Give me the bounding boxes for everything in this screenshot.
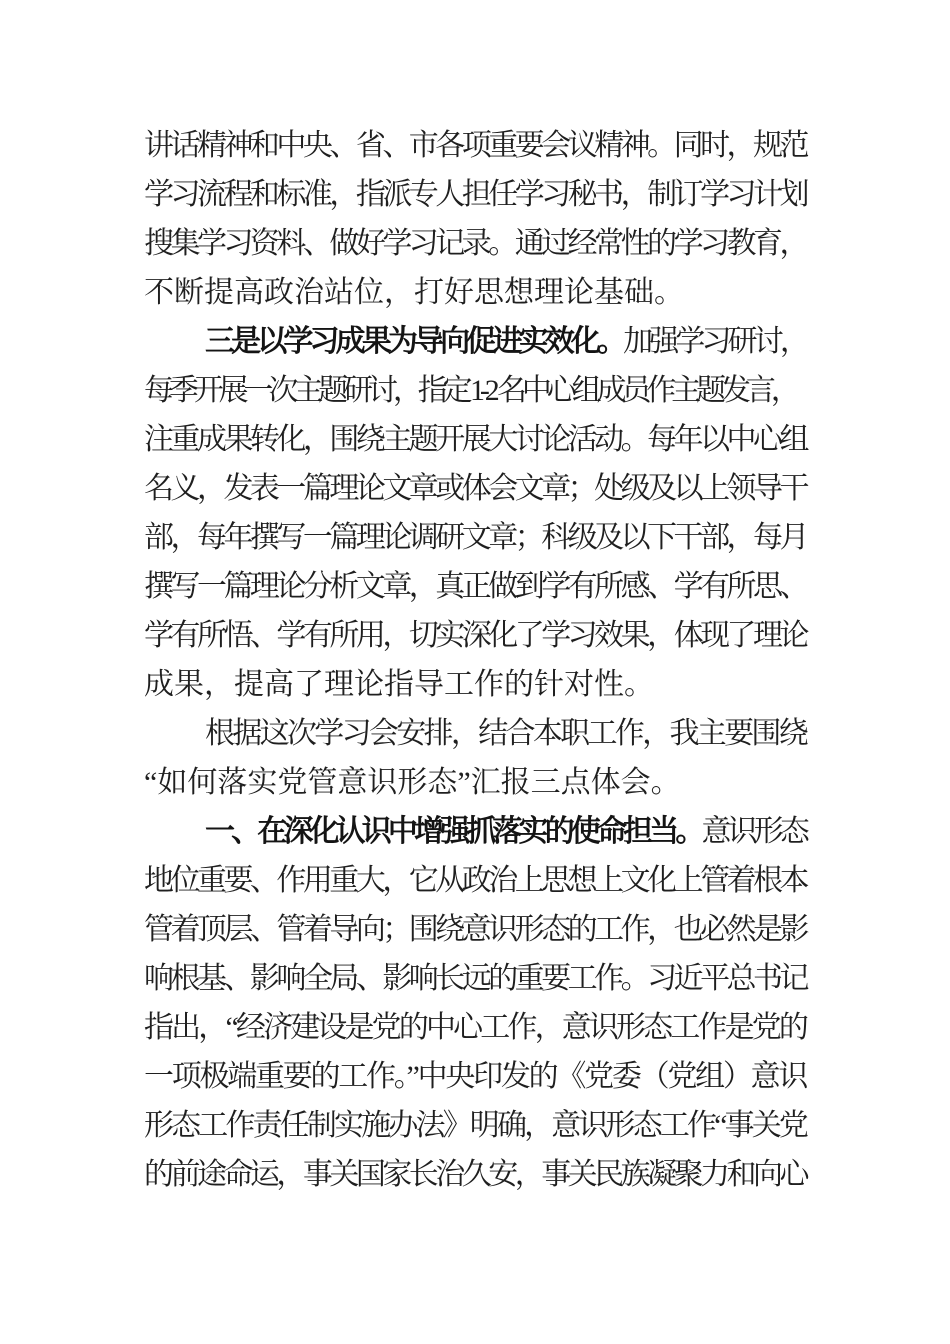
body-text: 部，每年撰写一篇理论调研文章；科级及以下干部，每月 — [144, 521, 806, 554]
text-line — [144, 1052, 806, 1101]
text-line-content — [144, 856, 806, 905]
text-line-content — [144, 170, 806, 219]
text-line-content — [144, 366, 796, 415]
text-line — [144, 1150, 806, 1199]
text-line-content — [205, 709, 806, 758]
body-text: 的前途命运，事关国家长治久安，事关民族凝聚力和向心 — [144, 1158, 806, 1191]
text-line — [144, 513, 806, 562]
body-text: 根据这次学习会安排，结合本职工作，我主要围绕 — [205, 717, 807, 750]
body-text: 地位重要、作用重大，它从政治上思想上文化上管着根本 — [144, 864, 806, 897]
text-line — [144, 268, 806, 317]
text-line — [144, 366, 806, 415]
text-line — [144, 954, 806, 1003]
text-line — [144, 807, 806, 856]
body-text: 响根基、影响全局、影响长远的重要工作。习近平总书记 — [144, 962, 806, 995]
text-line-content — [144, 611, 806, 660]
text-line — [144, 660, 806, 709]
text-line — [144, 464, 806, 513]
body-text: 注重成果转化，围绕主题开展大讨论活动。每年以中心组 — [144, 423, 806, 456]
text-line — [144, 1101, 806, 1150]
text-line-content — [144, 1101, 806, 1150]
text-line — [144, 611, 806, 660]
text-line — [144, 758, 806, 807]
text-line-content — [144, 758, 681, 807]
text-line-content — [205, 317, 806, 366]
section-heading-text: 一、在深化认识中增强抓落实的使命担当。 — [205, 815, 702, 848]
text-line — [144, 121, 806, 170]
body-text: 成果，提高了理论指导工作的针对性。 — [144, 668, 654, 701]
body-text: 名义，发表一篇理论文章或体会文章；处级及以上领导干 — [144, 472, 806, 505]
body-text: 意识形态 — [701, 815, 807, 848]
body-text: 撰写一篇理论分析文章，真正做到学有所感、学有所思、 — [144, 570, 806, 603]
text-line-content — [144, 268, 684, 317]
body-text: 形态工作责任制实施办法》明确，意识形态工作“事关党 — [144, 1109, 807, 1142]
body-text: 管着顶层、管着导向；围绕意识形态的工作，也必然是影 — [144, 913, 806, 946]
text-line — [144, 562, 806, 611]
body-text: 不断提高政治站位，打好思想理论基础。 — [144, 276, 684, 309]
text-line-content — [144, 464, 806, 513]
body-text: 讲话精神和中央、省、市各项重要会议精神。同时，规范 — [144, 129, 806, 162]
text-line-content — [144, 513, 806, 562]
text-line-content — [144, 1052, 806, 1101]
text-line-content — [144, 905, 806, 954]
document-body — [144, 121, 806, 1199]
body-text: 每季开展一次主题研讨，指定 1-2 名中心组成员作主题发言， — [144, 374, 796, 407]
body-text: 加强学习研讨， — [623, 325, 807, 358]
text-line-content — [205, 807, 806, 856]
text-line — [144, 415, 806, 464]
text-line-content — [144, 219, 806, 268]
body-text: 搜集学习资料、做好学习记录。通过经常性的学习教育， — [144, 227, 806, 260]
text-line-content — [144, 121, 806, 170]
body-text: 学有所悟、学有所用，切实深化了学习效果，体现了理论 — [144, 619, 806, 652]
text-line — [144, 219, 806, 268]
text-line — [144, 709, 806, 758]
text-line-content — [144, 562, 806, 611]
text-line-content — [144, 660, 654, 709]
text-line — [144, 317, 806, 366]
body-text: 指出，“经济建设是党的中心工作，意识形态工作是党的 — [144, 1011, 807, 1044]
body-text: “如何落实党管意识形态”汇报三点体会。 — [144, 766, 681, 799]
body-text: 一项极端重要的工作。”中央印发的《党委（党组）意识 — [144, 1060, 807, 1093]
text-line-content — [144, 1003, 806, 1052]
text-line — [144, 856, 806, 905]
text-line — [144, 905, 806, 954]
text-line-content — [144, 415, 806, 464]
text-line-content — [144, 1150, 806, 1199]
section-heading-text: 三是以学习成果为导向促进实效化。 — [205, 325, 624, 358]
text-line — [144, 1003, 806, 1052]
text-line — [144, 170, 806, 219]
body-text: 学习流程和标准，指派专人担任学习秘书，制订学习计划 — [144, 178, 806, 211]
text-line-content — [144, 954, 806, 1003]
